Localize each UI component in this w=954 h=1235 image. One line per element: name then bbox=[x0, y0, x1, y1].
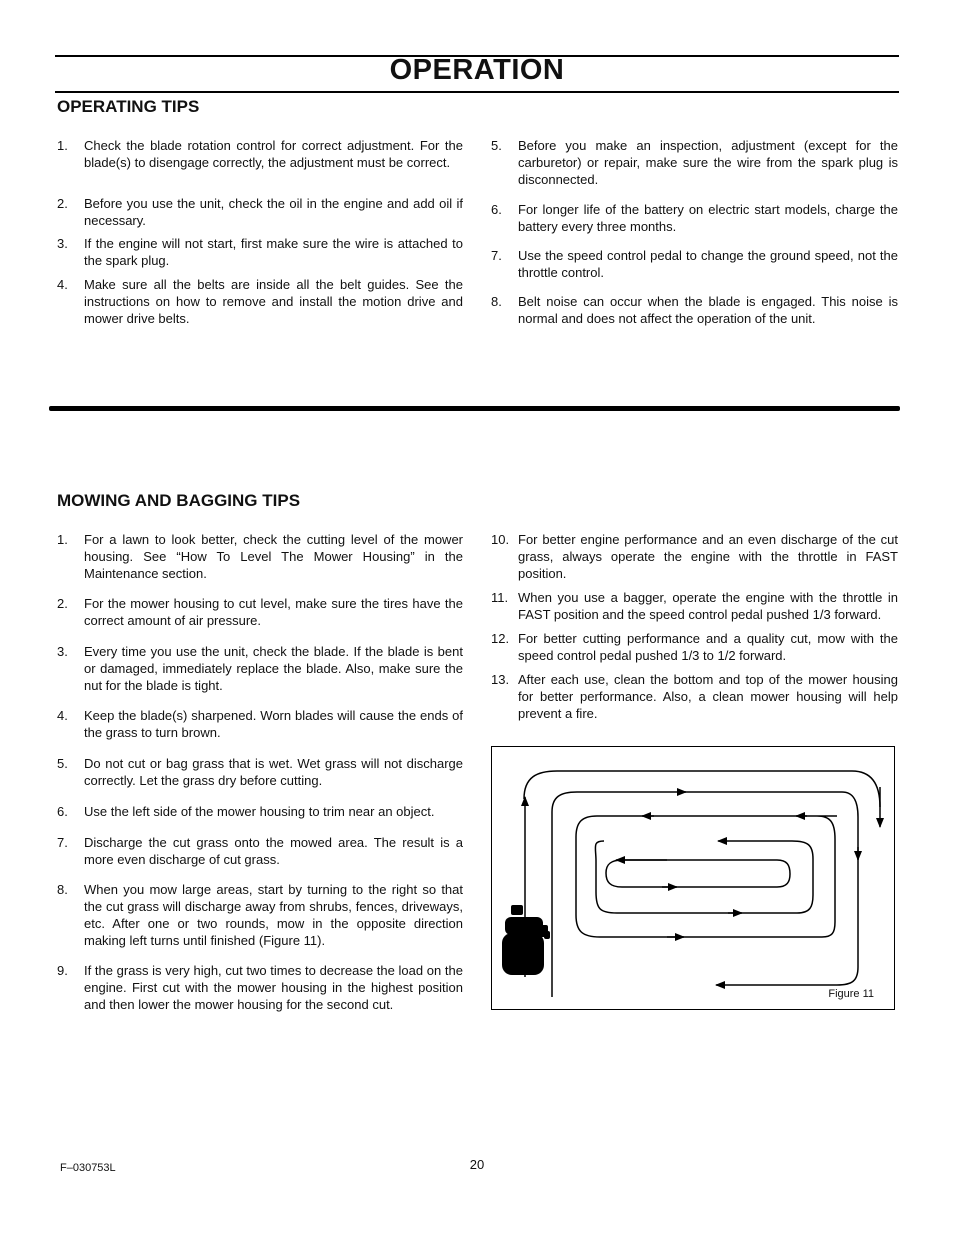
path-lap-3 bbox=[576, 816, 837, 937]
figure-caption: Figure 11 bbox=[828, 988, 874, 1000]
title-underline-rule bbox=[55, 91, 899, 93]
mowing-tips-right-column: 10. For better engine performance and an even discharge of the cut grass, always operate the engine with the throttle in FAST position. 11. When you use a bagger, operate the engine with the throttle in FAST position and the speed control pedal pushed 1/3 forward. 12. For better cutting performance and a quality cut, mow with the speed control pedal pushed 1/3 to 1/2 forward. 13. After each use, clean the bottom and top of the mower housing for better performance. Also, a clean mower housing will help prevent a fire. bbox=[491, 532, 898, 721]
section-divider bbox=[49, 406, 900, 411]
figure-mowing-pattern bbox=[491, 746, 895, 1010]
document-code: F–030753L bbox=[60, 1162, 116, 1174]
path-lap-4 bbox=[595, 841, 813, 913]
mowing-tips-heading: MOWING AND BAGGING TIPS bbox=[57, 491, 301, 510]
path-lap-2 bbox=[552, 792, 858, 997]
path-lap-1 bbox=[524, 771, 880, 807]
page-title: OPERATION bbox=[389, 54, 565, 86]
path-lap-5 bbox=[606, 860, 790, 887]
operating-tips-heading: OPERATING TIPS bbox=[57, 97, 200, 116]
mowing-path-diagram bbox=[492, 747, 896, 1011]
operating-tips-left-column: 1. Check the blade rotation control for correct adjustment. For the blade(s) to disengage correctly, the adjustment must be correct. 2. Before you use the unit, check the oil in the engine and add oil if necessary. 3. If the engine will not start, first make sure the wire is attached to the spark plug. 4. Make sure all the belts are inside all the belt guides. See the instructions on how to remove and install the motion drive and mower drive belts. bbox=[57, 138, 463, 326]
page-number: 20 bbox=[469, 1157, 485, 1172]
mower-icon bbox=[502, 905, 550, 975]
mowing-tips-left-column: 1. For a lawn to look better, check the cutting level of the mower housing. See “How To Level The Mower Housing” in the Maintenance section. 2. For the mower housing to cut level, make sure the tires have the correct amount of air pressure. 3. Every time you use the unit, check the blade. If the blade is bent or damaged, immediately replace the blade. Also, make sure the nut for the blade is tight. 4. Keep the blade(s) sharpened. Worn blades will cause the ends of the grass to turn brown. 5. Do not cut or bag grass that is wet. Wet grass will not discharge correctly. Let the grass dry before cutting. 6. Use the left side of the mower housing to trim near an object. 7. Discharge the cut grass onto the mowed area. The result is a more even discharge of cut grass. 8. When you mow large areas, start by turning to the right so that the cut grass will discharge away from shrubs, fences, driveways, etc. After one or two rounds, mow in the opposite direction making left turns until finished (Figure 11). 9. If the grass is very high, cut two times to decrease the load on the engine. First cut with the mower housing in the highest position and then lower the mower housing for the second cut. bbox=[57, 532, 463, 1012]
operating-tips-right-column: 5. Before you make an inspection, adjustment (except for the carburetor) or repair, make sure the wire from the spark plug is disconnected. 6. For longer life of the battery on electric start models, charge the battery every three months. 7. Use the speed control pedal to change the ground speed, not the throttle control. 8. Belt noise can occur when the blade is engaged. This noise is normal and does not affect the operation of the unit. bbox=[491, 138, 898, 326]
